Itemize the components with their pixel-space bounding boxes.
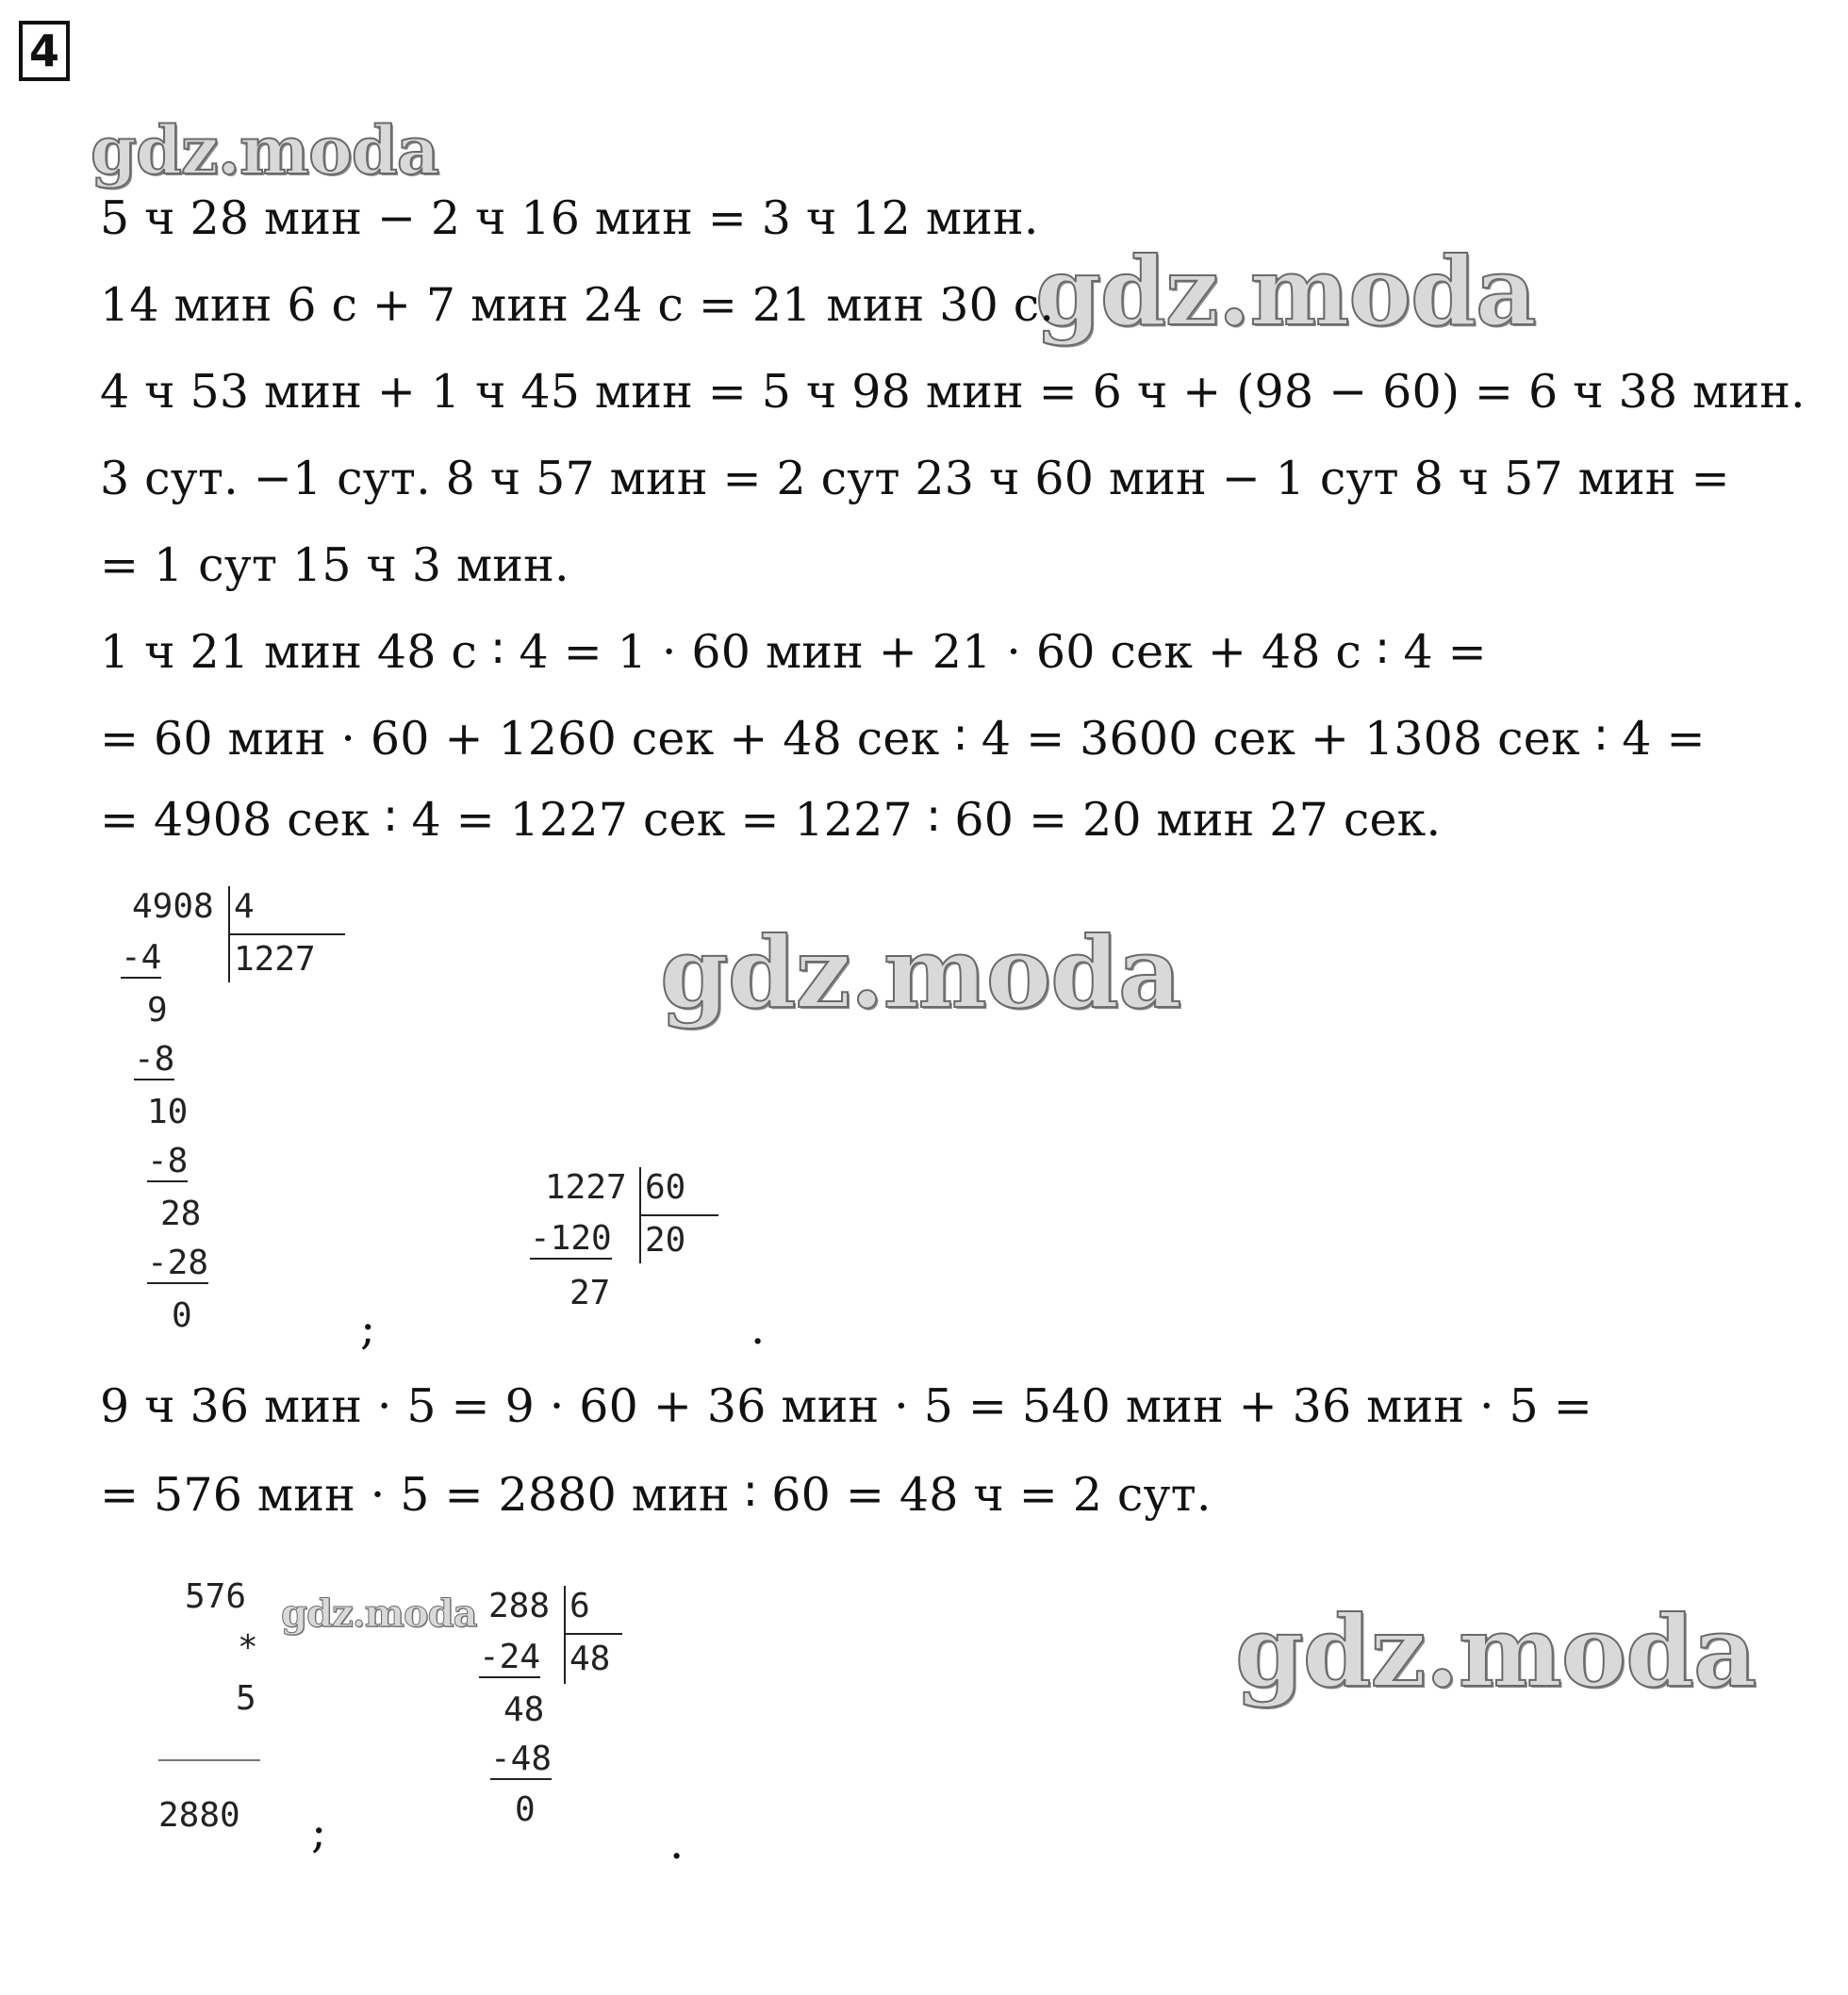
dividend: 288 bbox=[488, 1587, 551, 1625]
period: . bbox=[669, 1817, 685, 1870]
equation-line: 3 сут. −1 сут. 8 ч 57 мин = 2 сут 23 ч 60 мин − 1 сут 8 ч 57 мин = bbox=[100, 452, 1730, 505]
division-line bbox=[230, 933, 345, 935]
division-line bbox=[566, 1633, 622, 1635]
quotient: 48 bbox=[569, 1640, 611, 1678]
watermark: gdz.moda bbox=[91, 111, 439, 190]
divisor: 4 bbox=[234, 887, 255, 926]
equation-line: = 60 мин · 60 + 1260 сек + 48 сек ∶ 4 = 3600 сек + 1308 сек ∶ 4 = bbox=[100, 712, 1706, 766]
equation-line: 1 ч 21 мин 48 с ∶ 4 = 1 · 60 мин + 21 · 60 сек + 48 с ∶ 4 = bbox=[100, 625, 1487, 679]
step: -120 bbox=[530, 1219, 612, 1258]
divisor: 60 bbox=[645, 1168, 686, 1207]
step: -48 bbox=[490, 1739, 553, 1778]
watermark: gdz.moda bbox=[281, 1591, 477, 1636]
result-line bbox=[158, 1759, 260, 1761]
step: 10 bbox=[147, 1093, 189, 1131]
equation-line: = 1 сут 15 ч 3 мин. bbox=[100, 538, 569, 592]
division-line bbox=[641, 1214, 718, 1216]
division-bar bbox=[564, 1586, 566, 1684]
step: -28 bbox=[147, 1244, 209, 1282]
period: . bbox=[751, 1302, 766, 1355]
divisor: 6 bbox=[569, 1587, 590, 1625]
step: -8 bbox=[147, 1142, 189, 1180]
step: 0 bbox=[172, 1296, 192, 1335]
task-number: 4 bbox=[19, 21, 70, 81]
equation-line: 4 ч 53 мин + 1 ч 45 мин = 5 ч 98 мин = 6 ч + (98 − 60) = 6 ч 38 мин. bbox=[100, 365, 1806, 419]
equation-line: 14 мин 6 с + 7 мин 24 с = 21 мин 30 с. bbox=[100, 278, 1055, 332]
dividend: 1227 bbox=[545, 1168, 627, 1207]
dividend: 4908 bbox=[132, 887, 214, 926]
equation-line: 5 ч 28 мин − 2 ч 16 мин = 3 ч 12 мин. bbox=[100, 191, 1039, 245]
step: 27 bbox=[569, 1274, 611, 1312]
step: -4 bbox=[121, 938, 162, 977]
multiply-sign: * bbox=[238, 1628, 258, 1667]
watermark: gdz.moda bbox=[1035, 236, 1536, 347]
multiplier: 5 bbox=[236, 1679, 256, 1718]
semicolon: ; bbox=[360, 1302, 376, 1355]
step: -24 bbox=[479, 1638, 541, 1676]
equation-line: 9 ч 36 мин · 5 = 9 · 60 + 36 мин · 5 = 540 мин + 36 мин · 5 = bbox=[100, 1379, 1592, 1433]
equation-line: = 576 мин · 5 = 2880 мин ∶ 60 = 48 ч = 2 сут. bbox=[100, 1468, 1212, 1522]
watermark: gdz.moda bbox=[660, 915, 1181, 1030]
step: 28 bbox=[160, 1195, 202, 1233]
semicolon: ; bbox=[311, 1805, 327, 1858]
quotient: 20 bbox=[645, 1221, 686, 1260]
product: 2880 bbox=[158, 1796, 240, 1835]
step: 0 bbox=[515, 1790, 536, 1829]
step: 9 bbox=[147, 991, 168, 1030]
step: -8 bbox=[134, 1040, 175, 1079]
step: 48 bbox=[503, 1690, 545, 1729]
equation-line: = 4908 сек ∶ 4 = 1227 сек = 1227 ∶ 60 = 20 мин 27 сек. bbox=[100, 793, 1442, 847]
watermark: gdz.moda bbox=[1235, 1593, 1757, 1709]
quotient: 1227 bbox=[234, 940, 316, 979]
multiplicand: 576 bbox=[185, 1577, 247, 1616]
